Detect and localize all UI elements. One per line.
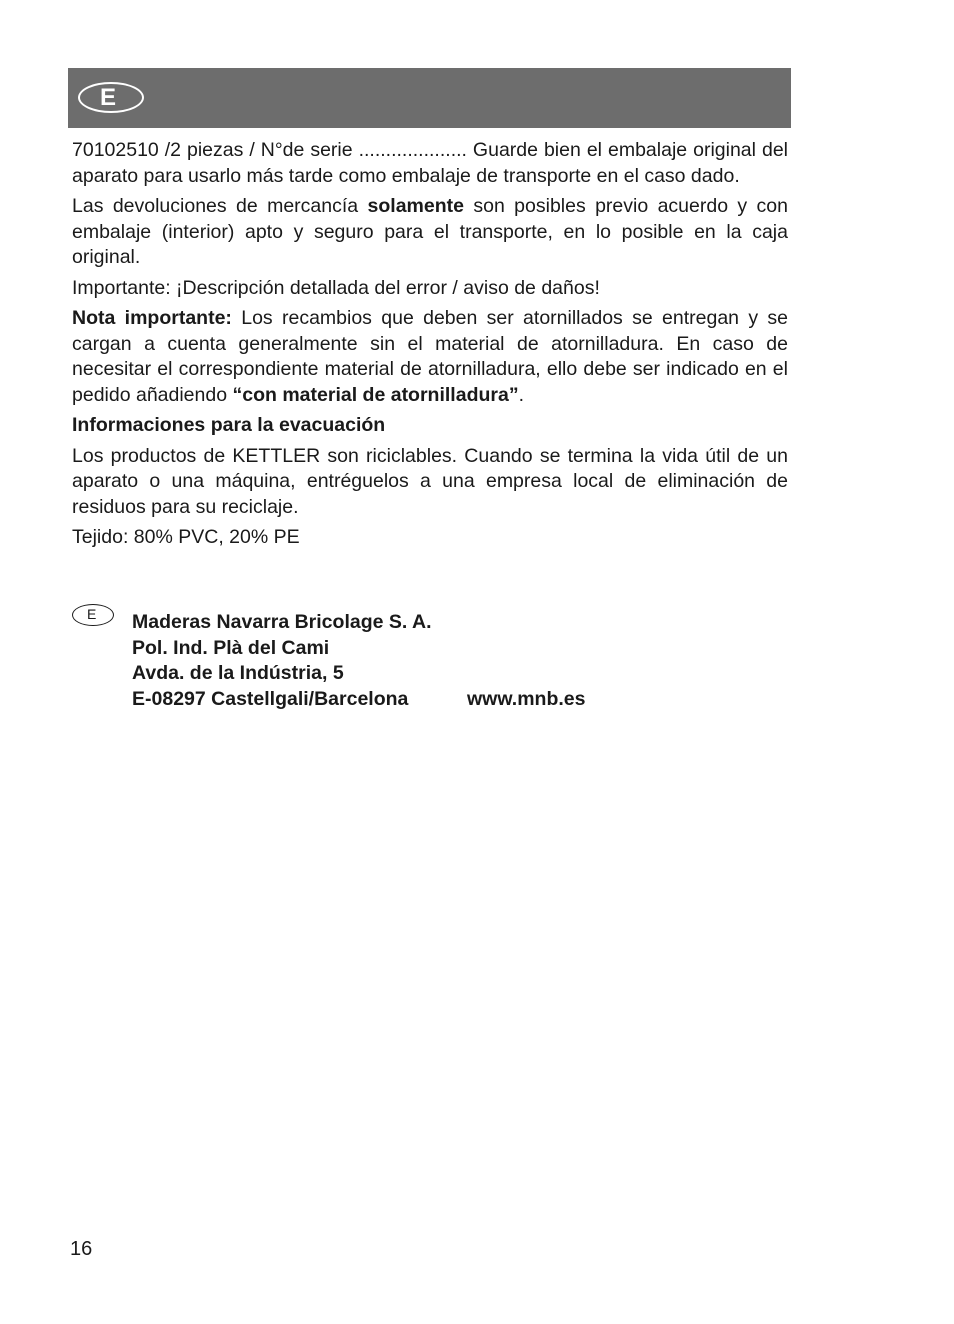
document-body	[72, 138, 788, 556]
website-link[interactable]: www.mnb.es	[467, 687, 586, 710]
address-line-2: Avda. de la Indústria, 5	[132, 662, 344, 684]
paragraph-important: Importante: ¡Descripción detallada del error / aviso de daños!	[72, 276, 600, 299]
paragraph-packaging: 70102510 /2 piezas / N°de serie .................... Guarde bien el embalaje original del aparato para usarlo más tarde como embalaje de transporte en el caso dado.	[72, 139, 788, 187]
paragraph-note: Nota importante: Los recambios que deben ser atornillados se entregan y se cargan a cuenta generalmente sin el material de atornilladura. En caso de necesitar el correspondiente material de atornilladura, ello debe ser indicado en el pedido añadiendo “con material de atornilladura”.	[72, 307, 788, 406]
importer-address	[132, 610, 732, 712]
page-number: 16	[70, 1238, 93, 1260]
section-heading-disposal: Informaciones para la evacuación	[72, 414, 386, 436]
country-badge: E	[72, 604, 114, 626]
company-name: Maderas Navarra Bricolage S. A.	[132, 611, 432, 633]
language-header-bar	[68, 68, 791, 128]
paragraph-fabric: Tejido: 80% PVC, 20% PE	[72, 526, 300, 548]
language-badge: E	[78, 82, 144, 113]
address-line-3: E-08297 Castellgali/Barcelona	[132, 687, 409, 710]
address-line-1: Pol. Ind. Plà del Cami	[132, 636, 330, 659]
paragraph-returns: Las devoluciones de mercancía solamente son posibles previo acuerdo y con embalaje (interior) apto y seguro para el transporte, en lo posible en la caja original.	[72, 195, 788, 268]
paragraph-recycling: Los productos de KETTLER son riciclables. Cuando se termina la vida útil de un aparato o una máquina, entréguelos a una empresa local de eliminación de residuos para su reciclaje.	[72, 444, 788, 518]
